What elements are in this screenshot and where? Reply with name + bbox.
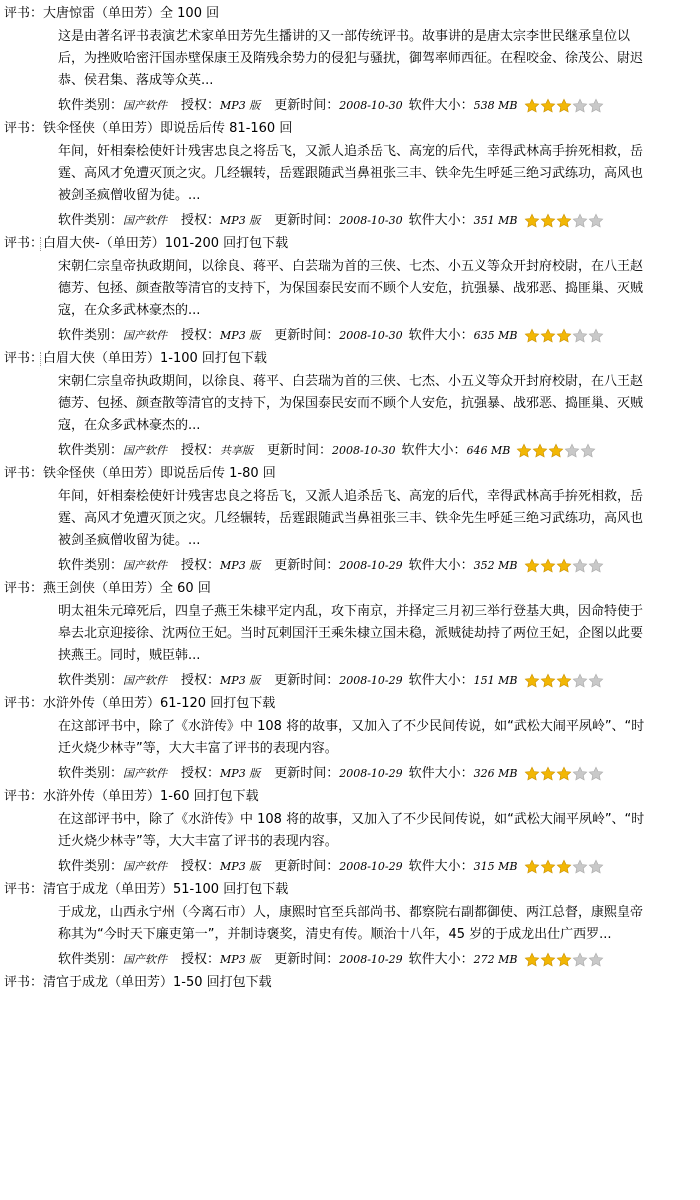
category-value: 国产软件 (123, 860, 168, 873)
category-value: 国产软件 (123, 99, 168, 112)
star-empty-icon (588, 766, 604, 782)
updated-label: 更新时间： (274, 673, 340, 688)
category-label: 软件类别： (58, 952, 124, 967)
star-filled-icon (556, 952, 572, 968)
size-label: 软件大小： (401, 443, 467, 458)
star-empty-icon (572, 952, 588, 968)
star-filled-icon (524, 952, 540, 968)
size-label: 软件大小： (408, 558, 474, 573)
entry-title-line (0, 693, 700, 714)
size-label: 软件大小： (408, 328, 474, 343)
category-value: 国产软件 (123, 329, 168, 342)
license-value: MP3 版 (220, 559, 261, 572)
license-label: 授权： (181, 673, 221, 688)
entry-meta (58, 669, 700, 693)
size-label: 软件大小： (408, 859, 474, 874)
entry-title-line (0, 118, 700, 139)
entry-title-link[interactable]: 水浒外传（单田芳）61-120 回打包下载 (43, 696, 276, 711)
updated-value: 2008-10-30 (339, 99, 403, 112)
entry-title-link[interactable]: 铁伞怪侠（单田芳）即说岳后传 1-80 回 (43, 466, 276, 481)
category-value: 国产软件 (123, 559, 168, 572)
star-filled-icon (540, 328, 556, 344)
star-empty-icon (572, 558, 588, 574)
updated-value: 2008-10-30 (339, 214, 403, 227)
size-value: 351 MB (473, 214, 518, 227)
license-label: 授权： (181, 328, 221, 343)
size-value: 272 MB (473, 953, 518, 966)
star-filled-icon (516, 443, 532, 459)
entry-prefix: 评书： (4, 351, 44, 366)
entry-title-link[interactable]: 水浒外传（单田芳）1-60 回打包下载 (43, 789, 259, 804)
rating-stars (524, 952, 604, 968)
rating-stars (524, 328, 604, 344)
updated-label: 更新时间： (274, 766, 340, 781)
entry-meta (58, 439, 700, 463)
entry-meta (58, 209, 700, 233)
category-label: 软件类别： (58, 213, 124, 228)
rating-stars (524, 213, 604, 229)
entry-title-line (0, 233, 700, 254)
updated-value: 2008-10-29 (339, 953, 403, 966)
entry-prefix: 评书： (4, 236, 44, 251)
size-label: 软件大小： (408, 98, 474, 113)
entry-title-line (0, 463, 700, 484)
entry-title-line (0, 348, 700, 369)
category-label: 软件类别： (58, 558, 124, 573)
star-filled-icon (532, 443, 548, 459)
updated-value: 2008-10-29 (339, 860, 403, 873)
list-item (0, 3, 700, 118)
star-filled-icon (556, 766, 572, 782)
category-label: 软件类别： (58, 859, 124, 874)
license-label: 授权： (181, 766, 221, 781)
size-label: 软件大小： (408, 213, 474, 228)
updated-label: 更新时间： (274, 328, 340, 343)
star-filled-icon (524, 98, 540, 114)
list-item (0, 972, 700, 993)
entry-prefix: 评书： (4, 466, 44, 481)
star-filled-icon (556, 673, 572, 689)
updated-label: 更新时间： (274, 213, 340, 228)
rating-stars (516, 443, 596, 459)
license-value: MP3 版 (220, 214, 261, 227)
star-empty-icon (572, 98, 588, 114)
star-filled-icon (524, 859, 540, 875)
entry-title-link[interactable]: 燕王剑侠（单田芳）全 60 回 (43, 581, 211, 596)
list-item (0, 786, 700, 879)
size-value: 151 MB (473, 674, 518, 687)
star-filled-icon (556, 859, 572, 875)
entry-meta (58, 948, 700, 972)
list-item (0, 233, 700, 348)
title-divider (40, 237, 41, 251)
star-empty-icon (580, 443, 596, 459)
star-empty-icon (588, 558, 604, 574)
category-value: 国产软件 (123, 444, 168, 457)
updated-label: 更新时间： (274, 98, 340, 113)
entry-description: 在这部评书中，除了《水浒传》中 108 将的故事，又加入了不少民间传说，如“武松大闹平夙岭”、“时迁火烧少林寺”等，大大丰富了评书的表现内容。 (58, 719, 645, 756)
star-filled-icon (540, 213, 556, 229)
list-item (0, 118, 700, 233)
size-value: 315 MB (473, 860, 518, 873)
entry-prefix: 评书： (4, 6, 44, 21)
license-label: 授权： (181, 98, 221, 113)
star-filled-icon (556, 98, 572, 114)
entry-description: 年间，奸相秦桧使奸计残害忠良之将岳飞，又派人追杀岳飞、高宠的后代，幸得武林高手拚死相救，岳霆、高风才免遭灭顶之灾。几经辗转，岳霆跟随武当鼻祖张三丰、铁伞先生呼延三绝习武练功，高风也被剑圣疯僧收留为徒。... (58, 489, 644, 548)
rating-stars (524, 766, 604, 782)
entry-prefix: 评书： (4, 696, 44, 711)
star-empty-icon (588, 952, 604, 968)
star-filled-icon (524, 213, 540, 229)
entry-description: 明太祖朱元璋死后，四皇子燕王朱棣平定内乱，攻下南京，并择定三月初三举行登基大典，因命特使于皋去北京迎接徐、沈两位王妃。当时瓦剌国汗王乘朱棣立国未稳，派贼徒劫持了两位王妃，企图以此要挟燕王。同时，贼臣韩... (58, 604, 644, 663)
category-label: 软件类别： (58, 766, 124, 781)
license-label: 授权： (181, 952, 221, 967)
category-value: 国产软件 (123, 674, 168, 687)
license-value: MP3 版 (220, 953, 261, 966)
size-value: 646 MB (466, 444, 511, 457)
star-empty-icon (572, 766, 588, 782)
star-filled-icon (524, 766, 540, 782)
entry-description: 宋朝仁宗皇帝执政期间，以徐良、蒋平、白芸瑞为首的三侠、七杰、小五义等众开封府校尉，在八王赵德芳、包拯、颜查散等清官的支持下，为保国泰民安而不顾个人安危，抗强暴、战邪恶、捣匪巢、灭贼寇，在众多武林豪杰的... (58, 374, 644, 433)
entry-prefix: 评书： (4, 975, 44, 990)
license-value: MP3 版 (220, 674, 261, 687)
updated-label: 更新时间： (267, 443, 333, 458)
star-empty-icon (588, 328, 604, 344)
entry-meta (58, 554, 700, 578)
size-value: 326 MB (473, 767, 518, 780)
license-label: 授权： (181, 213, 221, 228)
category-value: 国产软件 (123, 767, 168, 780)
entry-title-line (0, 786, 700, 807)
updated-label: 更新时间： (274, 859, 340, 874)
entry-title-line (0, 578, 700, 599)
star-filled-icon (556, 213, 572, 229)
star-empty-icon (572, 673, 588, 689)
star-filled-icon (524, 673, 540, 689)
star-filled-icon (540, 98, 556, 114)
updated-value: 2008-10-30 (339, 329, 403, 342)
star-filled-icon (524, 558, 540, 574)
category-label: 软件类别： (58, 328, 124, 343)
star-filled-icon (540, 673, 556, 689)
entry-description: 在这部评书中，除了《水浒传》中 108 将的故事，又加入了不少民间传说，如“武松大闹平夙岭”、“时迁火烧少林寺”等，大大丰富了评书的表现内容。 (58, 812, 645, 849)
entry-title-link[interactable]: 清官于成龙（单田芳）1-50 回打包下载 (43, 975, 272, 990)
entry-title-link[interactable]: 白眉大侠（单田芳）1-100 回打包下载 (43, 351, 267, 366)
list-item (0, 693, 700, 786)
entry-title-line (0, 972, 700, 993)
size-value: 538 MB (473, 99, 518, 112)
entry-meta (58, 94, 700, 118)
entry-title-line (0, 879, 700, 900)
category-value: 国产软件 (123, 214, 168, 227)
entry-meta (58, 324, 700, 348)
star-empty-icon (572, 859, 588, 875)
category-label: 软件类别： (58, 673, 124, 688)
star-empty-icon (572, 328, 588, 344)
category-label: 软件类别： (58, 443, 124, 458)
entry-title-link[interactable]: 大唐惊雷（单田芳）全 100 回 (43, 6, 220, 21)
license-value: MP3 版 (220, 99, 261, 112)
star-filled-icon (556, 328, 572, 344)
category-label: 软件类别： (58, 98, 124, 113)
star-empty-icon (564, 443, 580, 459)
updated-value: 2008-10-29 (339, 559, 403, 572)
star-empty-icon (588, 98, 604, 114)
entry-title-link[interactable]: 铁伞怪侠（单田芳）即说岳后传 81-160 回 (43, 121, 293, 136)
star-empty-icon (588, 213, 604, 229)
entry-meta (58, 855, 700, 879)
entry-prefix: 评书： (4, 882, 44, 897)
list-item (0, 348, 700, 463)
star-filled-icon (540, 952, 556, 968)
license-value: MP3 版 (220, 860, 261, 873)
star-filled-icon (548, 443, 564, 459)
entry-title-link[interactable]: 白眉大侠-（单田芳）101-200 回打包下载 (43, 236, 289, 251)
updated-label: 更新时间： (274, 558, 340, 573)
license-label: 授权： (181, 443, 221, 458)
updated-value: 2008-10-30 (332, 444, 396, 457)
entry-title-link[interactable]: 清官于成龙（单田芳）51-100 回打包下载 (43, 882, 289, 897)
star-empty-icon (588, 673, 604, 689)
entry-description: 年间，奸相秦桧使奸计残害忠良之将岳飞，又派人追杀岳飞、高宠的后代，幸得武林高手拚死相救，岳霆、高风才免遭灭顶之灾。几经辗转，岳霆跟随武当鼻祖张三丰、铁伞先生呼延三绝习武练功，高风也被剑圣疯僧收留为徒。... (58, 144, 644, 203)
rating-stars (524, 859, 604, 875)
entry-meta (58, 762, 700, 786)
size-value: 352 MB (473, 559, 518, 572)
size-label: 软件大小： (408, 766, 474, 781)
star-filled-icon (540, 859, 556, 875)
size-label: 软件大小： (408, 673, 474, 688)
star-empty-icon (572, 213, 588, 229)
entry-prefix: 评书： (4, 789, 44, 804)
license-value: 共享版 (220, 444, 254, 457)
star-filled-icon (556, 558, 572, 574)
updated-value: 2008-10-29 (339, 767, 403, 780)
license-value: MP3 版 (220, 767, 261, 780)
star-filled-icon (524, 328, 540, 344)
entry-description: 这是由著名评书表演艺术家单田芳先生播讲的又一部传统评书。故事讲的是唐太宗李世民继承皇位以后，为挫败哈密汗国赤壁保康王及隋残余势力的侵犯与骚扰，御驾率师西征。在程咬金、徐茂公、尉迟恭、侯君集、落成等众英... (58, 29, 644, 88)
star-filled-icon (540, 558, 556, 574)
entry-prefix: 评书： (4, 121, 44, 136)
size-value: 635 MB (473, 329, 518, 342)
star-filled-icon (540, 766, 556, 782)
list-item (0, 578, 700, 693)
license-label: 授权： (181, 558, 221, 573)
list-item (0, 879, 700, 972)
category-value: 国产软件 (123, 953, 168, 966)
rating-stars (524, 673, 604, 689)
entry-title-line (0, 3, 700, 24)
license-label: 授权： (181, 859, 221, 874)
entry-description: 宋朝仁宗皇帝执政期间，以徐良、蒋平、白芸瑞为首的三侠、七杰、小五义等众开封府校尉，在八王赵德芳、包拯、颜查散等清官的支持下，为保国泰民安而不顾个人安危，抗强暴、战邪恶、捣匪巢、灭贼寇，在众多武林豪杰的... (58, 259, 644, 318)
star-empty-icon (588, 859, 604, 875)
size-label: 软件大小： (408, 952, 474, 967)
license-value: MP3 版 (220, 329, 261, 342)
updated-value: 2008-10-29 (339, 674, 403, 687)
list-item (0, 463, 700, 578)
entry-description: 于成龙，山西永宁州（今离石市）人，康熙时官至兵部尚书、都察院右副都御使、两江总督，康熙皇帝称其为“今时天下廉吏第一”，并制诗褒奖，清史有传。顺治十八年，45 岁的于成龙出仕广西罗... (58, 905, 644, 942)
rating-stars (524, 98, 604, 114)
updated-label: 更新时间： (274, 952, 340, 967)
title-divider (40, 352, 41, 366)
rating-stars (524, 558, 604, 574)
entry-prefix: 评书： (4, 581, 44, 596)
